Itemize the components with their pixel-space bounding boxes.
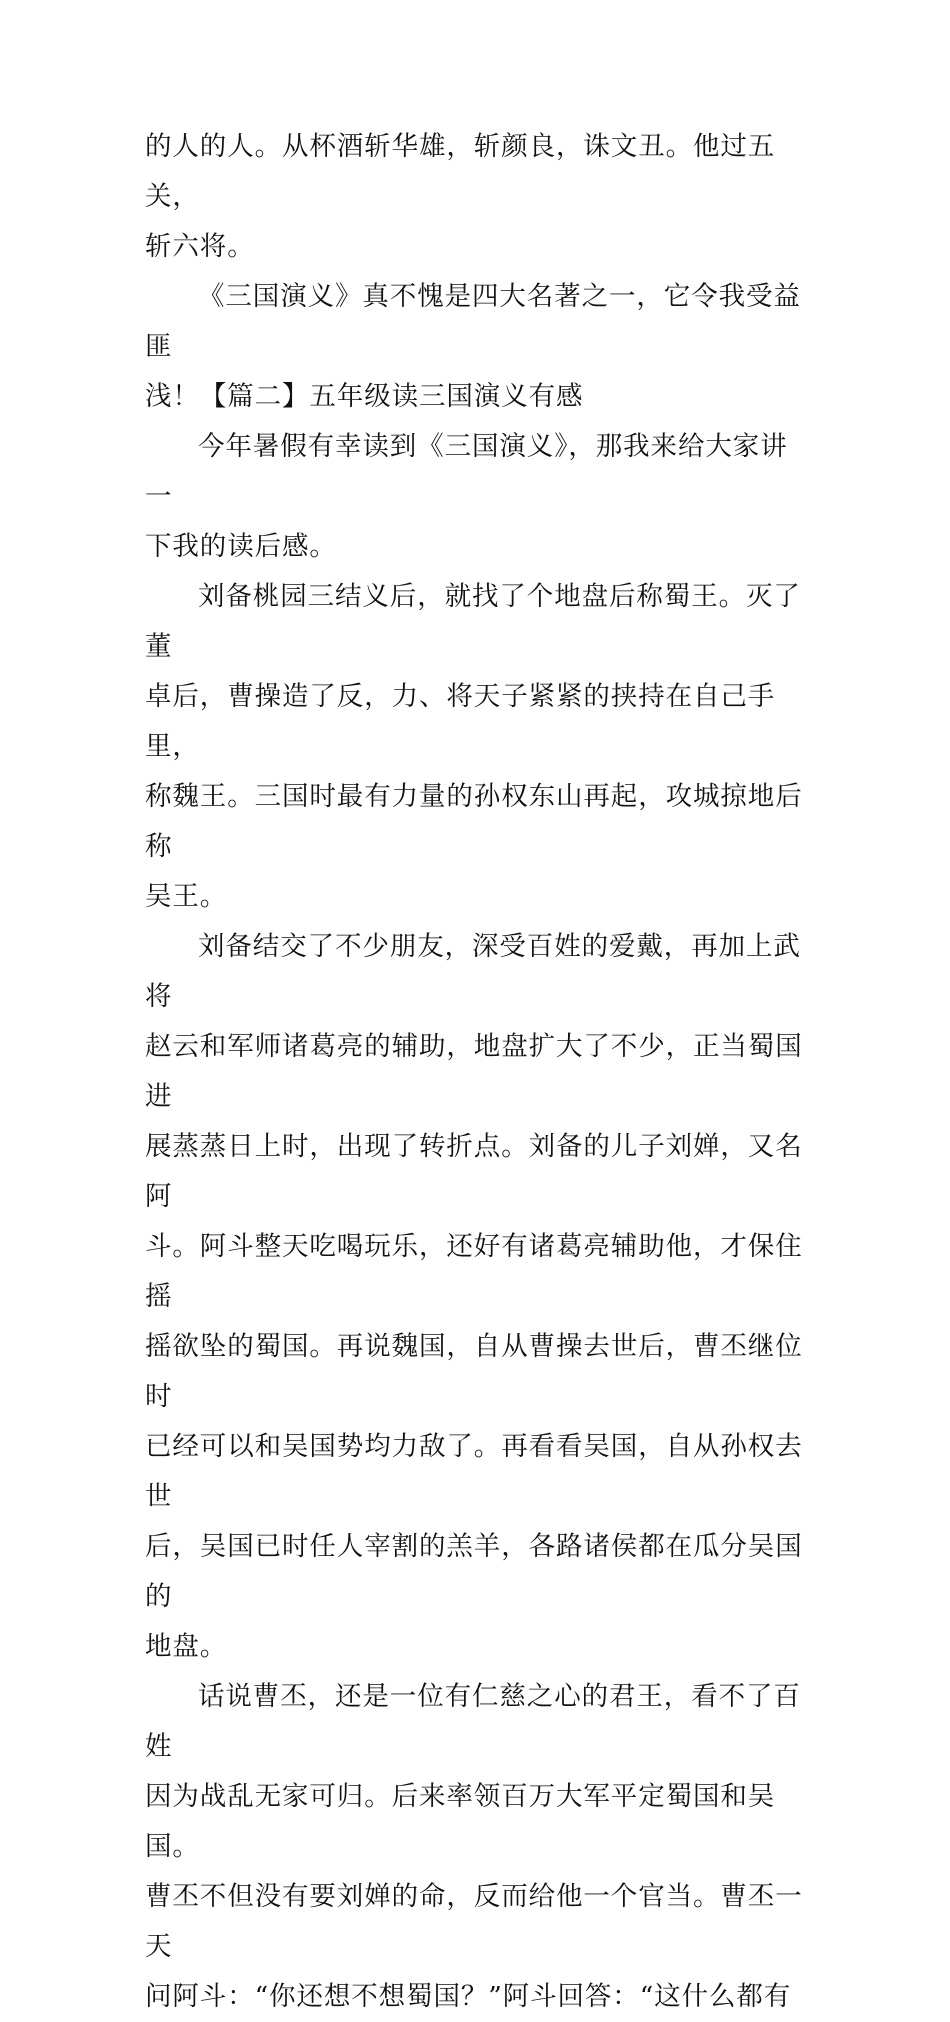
- paragraph-4: 刘备桃园三结义后，就找了个地盘后称蜀王。灭了董 卓后，曹操造了反，力、将天子紧紧的挟持在自己手里， 称魏王。三国时最有力量的孙权东山再起，攻城掠地后称 吴王。: [145, 581, 803, 912]
- paragraph-5: 刘备结交了不少朋友，深受百姓的爱戴，再加上武将 赵云和军师诸葛亮的辅助，地盘扩大了不少，正当蜀国进 展蒸蒸日上时，出现了转折点。刘备的儿子刘婵，又名阿 斗。阿斗整天吃喝玩乐，还好有诸葛亮辅助他，才保住摇 摇欲坠的蜀国。再说魏国，自从曹操去世后，曹丕继位时 已经可以和吴国势均力敌了。再看看吴国，自从孙权去世 后，吴国已时任人宰割的羔羊，各路诸侯都在瓜分吴国的 地盘。: [145, 931, 803, 1662]
- body-text: [145, 122, 807, 2022]
- paragraph-2: 《三国演义》真不愧是四大名著之一，它令我受益匪 浅！【篇二】五年级读三国演义有感: [145, 281, 801, 412]
- paragraph-6: 话说曹丕，还是一位有仁慈之心的君王，看不了百姓 因为战乱无家可归。后来率领百万大军平定蜀国和吴国。 曹丕不但没有要刘婵的命，反而给他一个官当。曹丕一天 问阿斗：“你还想不想蜀国？”阿斗回答：“这什么都有: [145, 1681, 803, 2012]
- paragraph-1: 的人的人。从杯酒斩华雄，斩颜良，诛文丑。他过五关， 斩六将。: [145, 131, 776, 262]
- paragraph-3: 今年暑假有幸读到《三国演义》，那我来给大家讲一 下我的读后感。: [145, 431, 788, 562]
